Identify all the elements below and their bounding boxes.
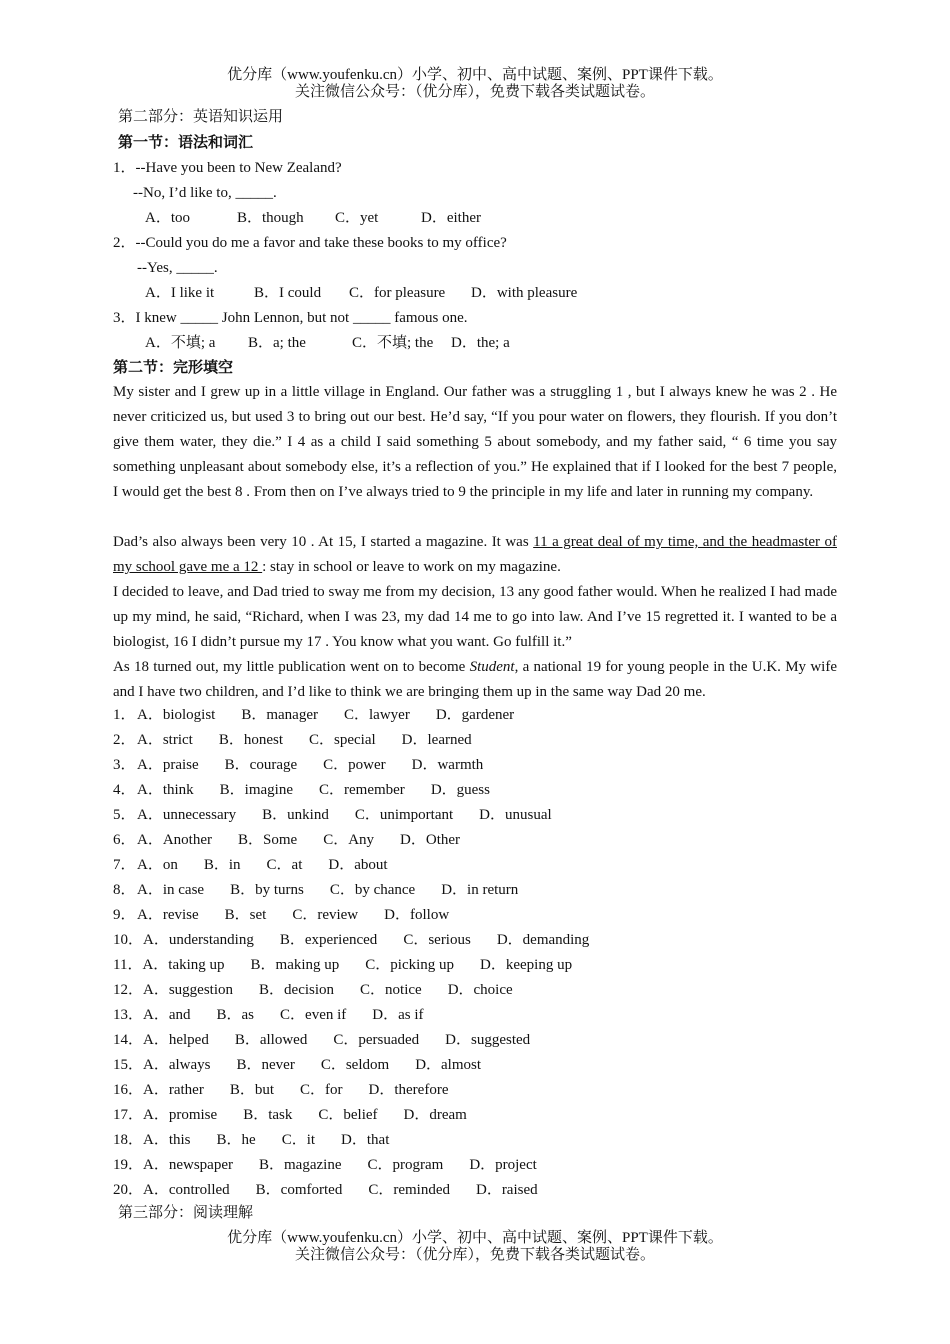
- footer-line-1: 优分库（www.youfenku.cn）小学、初中、高中试题、案例、PPT课件下载。: [227, 1230, 723, 1246]
- question-number: 19．: [113, 1157, 144, 1173]
- option: A．taking up: [142, 957, 225, 973]
- cloze-option-row: [113, 755, 509, 775]
- option: A．Another: [137, 832, 212, 848]
- option: C．power: [323, 757, 386, 773]
- option: C．serious: [403, 932, 471, 948]
- paragraph-text: , a national 19 for young people in the U.K. My wife and I have two children, and I’d like to think we are bringing them up in the same way Dad 20 me.: [113, 659, 837, 700]
- option: D．therefore: [368, 1082, 449, 1098]
- paragraph-text: As 18 turned out, my little publication went on to become: [113, 659, 470, 675]
- option: A．too: [145, 210, 191, 226]
- cloze-option-row: [113, 955, 598, 975]
- question-number: 3．: [113, 757, 136, 773]
- option: D．as if: [372, 1007, 424, 1023]
- option: A．this: [143, 1132, 191, 1148]
- option: B．unkind: [262, 807, 329, 823]
- cloze-option-row: [113, 880, 544, 900]
- option: A．unnecessary: [137, 807, 237, 823]
- option: C．by chance: [329, 882, 416, 898]
- option: C．不填; the: [352, 335, 434, 351]
- option: C．remember: [319, 782, 405, 798]
- option: D．follow: [384, 907, 450, 923]
- cloze-option-row: [113, 780, 516, 800]
- option: D．keeping up: [480, 957, 573, 973]
- question-number: 17．: [113, 1107, 144, 1123]
- option: C．even if: [280, 1007, 347, 1023]
- cloze-paragraph-1: My sister and I grew up in a little village in England. Our father was a struggling 1 , but I always knew he was 2 . He never criticized us, but used 3 to bring out our best. He’d say, “If you pour water on flowers, they flourish. If you don’t give them water, they die.” I 4 as a child I said something 5 about somebody, and my father said, “ 6 time you say something unpleasant about somebody else, it’s a reflection of you.” He explained that if I looked for the best 7 people, I would get the best 8 . From then on I’ve always tried to 9 the principle in my life and later in running my company.: [113, 384, 837, 500]
- question-number: 20．: [113, 1182, 144, 1198]
- question-number: 7．: [113, 857, 136, 873]
- option: D．suggested: [445, 1032, 531, 1048]
- cloze-paragraph-2: [113, 530, 837, 580]
- question-number: 16．: [113, 1082, 144, 1098]
- option: D．that: [341, 1132, 390, 1148]
- option: C．reminded: [368, 1182, 450, 1198]
- option: D．about: [328, 857, 388, 873]
- option: A．always: [143, 1057, 211, 1073]
- cloze-option-row: [113, 1080, 474, 1100]
- option: B．magazine: [259, 1157, 342, 1173]
- section1-title: 第一节：语法和词汇: [118, 135, 254, 151]
- cloze-option-row: [113, 1105, 493, 1125]
- option: D．either: [421, 210, 481, 226]
- option: C．for: [300, 1082, 343, 1098]
- option: D．in return: [441, 882, 519, 898]
- cloze-option-row: [113, 830, 486, 850]
- question-number: 14．: [113, 1032, 144, 1048]
- cloze-option-row: [113, 930, 615, 950]
- option: B．he: [216, 1132, 256, 1148]
- option: A．rather: [143, 1082, 204, 1098]
- grammar-q1-reply: --No, I’d like to, _____.: [133, 185, 277, 201]
- cloze-option-row: [113, 1005, 450, 1025]
- paragraph-text: Dad’s also always been very 10 . At 15, I started a magazine. It was: [113, 534, 534, 550]
- paragraph-text: : stay in school or leave to work on my magazine.: [262, 559, 561, 575]
- option: D．guess: [430, 782, 490, 798]
- option: D．choice: [447, 982, 513, 998]
- option: A．revise: [137, 907, 199, 923]
- cloze-option-row: [113, 705, 540, 725]
- header-line-2: 关注微信公众号：（优分库），免费下载各类试题试卷。: [294, 84, 655, 100]
- question-number: 6．: [113, 832, 136, 848]
- grammar-q2: 2．--Could you do me a favor and take these books to my office?: [113, 235, 507, 251]
- cloze-option-row: [113, 855, 414, 875]
- option: A．on: [137, 857, 178, 873]
- cloze-option-row: [113, 730, 498, 750]
- option: B．never: [236, 1057, 295, 1073]
- question-number: 8．: [113, 882, 136, 898]
- question-number: 4．: [113, 782, 136, 798]
- option: C．seldom: [320, 1057, 390, 1073]
- option: C．review: [292, 907, 359, 923]
- question-number: 18．: [113, 1132, 144, 1148]
- option: D．warmth: [411, 757, 484, 773]
- option: D．with pleasure: [471, 285, 578, 301]
- option: C．unimportant: [354, 807, 454, 823]
- option: B．experienced: [279, 932, 378, 948]
- section2-title: 第二节：完形填空: [113, 360, 234, 376]
- cloze-paragraph-3: I decided to leave, and Dad tried to sway me from my decision, 13 any good father would. When he realized I had made up my mind, he said, “Richard, when I was 23, my dad 14 me to go into law. And I’ve 15 regretted it. I wanted to be a biologist, 16 I didn’t pursue my 17 . You know what you want. Go fulfill it.”: [113, 584, 837, 650]
- option: D．the; a: [451, 335, 510, 351]
- underlined-text: 11 a great deal of my time, and the headmaster of my school gave me a 12: [113, 534, 837, 575]
- grammar-q2-reply: --Yes, _____.: [137, 260, 218, 276]
- page-footer: [0, 1230, 950, 1264]
- option: A．suggestion: [143, 982, 234, 998]
- cloze-option-row: [113, 905, 475, 925]
- question-number: 1．: [113, 707, 136, 723]
- grammar-q3-options: [145, 333, 510, 353]
- option: A．controlled: [143, 1182, 230, 1198]
- part2-title: 第二部分：英语知识运用: [118, 109, 284, 125]
- grammar-q3: 3．I knew _____ John Lennon, but not _____ famous one.: [113, 310, 468, 326]
- page-header: [0, 67, 950, 101]
- option: A．不填; a: [145, 335, 216, 351]
- option: C．persuaded: [333, 1032, 420, 1048]
- grammar-q1-options: [145, 208, 481, 228]
- option: D．raised: [475, 1182, 538, 1198]
- option: A．understanding: [143, 932, 254, 948]
- option: B．though: [237, 210, 304, 226]
- cloze-option-row: [113, 980, 539, 1000]
- option: C．Any: [323, 832, 375, 848]
- question-number: 13．: [113, 1007, 144, 1023]
- header-line-1: 优分库（www.youfenku.cn）小学、初中、高中试题、案例、PPT课件下载。: [227, 67, 723, 83]
- option: D．dream: [403, 1107, 467, 1123]
- cloze-option-row: [113, 1180, 564, 1200]
- option: A．and: [143, 1007, 191, 1023]
- option: D．Other: [400, 832, 461, 848]
- option: B．allowed: [234, 1032, 308, 1048]
- footer-line-2: 关注微信公众号：（优分库），免费下载各类试题试卷。: [294, 1247, 655, 1263]
- option: B．but: [229, 1082, 275, 1098]
- option: C．program: [367, 1157, 444, 1173]
- option: B．I could: [254, 285, 322, 301]
- cloze-option-row: [113, 1055, 507, 1075]
- cloze-paragraph-4: [113, 655, 837, 705]
- grammar-q2-options: [145, 283, 577, 303]
- cloze-option-row: [113, 1030, 556, 1050]
- option: D．project: [469, 1157, 537, 1173]
- question-number: 15．: [113, 1057, 144, 1073]
- cloze-option-row: [113, 1130, 415, 1150]
- option: D．learned: [401, 732, 472, 748]
- option: C．lawyer: [344, 707, 410, 723]
- option: C．belief: [318, 1107, 378, 1123]
- cloze-option-row: [113, 1155, 563, 1175]
- option: B．courage: [224, 757, 298, 773]
- option: D．demanding: [496, 932, 590, 948]
- option: A．strict: [137, 732, 193, 748]
- option: B．as: [216, 1007, 255, 1023]
- option: A．helped: [143, 1032, 209, 1048]
- question-number: 12．: [113, 982, 144, 998]
- option: B．imagine: [219, 782, 293, 798]
- option: C．special: [309, 732, 376, 748]
- option: A．biologist: [137, 707, 216, 723]
- option: B．a; the: [248, 335, 306, 351]
- option: B．set: [224, 907, 267, 923]
- option: B．by turns: [230, 882, 304, 898]
- option: A．praise: [137, 757, 199, 773]
- option: C．for pleasure: [349, 285, 446, 301]
- option: A．newspaper: [143, 1157, 233, 1173]
- option: B．making up: [250, 957, 340, 973]
- option: C．it: [281, 1132, 316, 1148]
- option: B．task: [243, 1107, 293, 1123]
- option: A．promise: [143, 1107, 218, 1123]
- option: C．yet: [335, 210, 379, 226]
- option: D．almost: [415, 1057, 482, 1073]
- question-number: 11．: [113, 957, 143, 973]
- option: B．in: [203, 857, 241, 873]
- option: D．gardener: [435, 707, 515, 723]
- grammar-q1: 1．--Have you been to New Zealand?: [113, 160, 342, 176]
- cloze-option-row: [113, 805, 578, 825]
- option: A．I like it: [145, 285, 215, 301]
- option: B．comforted: [255, 1182, 343, 1198]
- option: B．manager: [241, 707, 318, 723]
- question-number: 9．: [113, 907, 136, 923]
- option: B．decision: [259, 982, 335, 998]
- magazine-name: Student: [469, 659, 515, 675]
- option: C．at: [266, 857, 303, 873]
- question-number: 10．: [113, 932, 144, 948]
- option: D．unusual: [479, 807, 552, 823]
- option: B．Some: [238, 832, 298, 848]
- question-number: 2．: [113, 732, 136, 748]
- option: A．think: [137, 782, 194, 798]
- part3-title: 第三部分：阅读理解: [118, 1205, 254, 1221]
- option: C．picking up: [365, 957, 455, 973]
- option: C．notice: [360, 982, 422, 998]
- question-number: 5．: [113, 807, 136, 823]
- option: B．honest: [218, 732, 283, 748]
- option: A．in case: [137, 882, 205, 898]
